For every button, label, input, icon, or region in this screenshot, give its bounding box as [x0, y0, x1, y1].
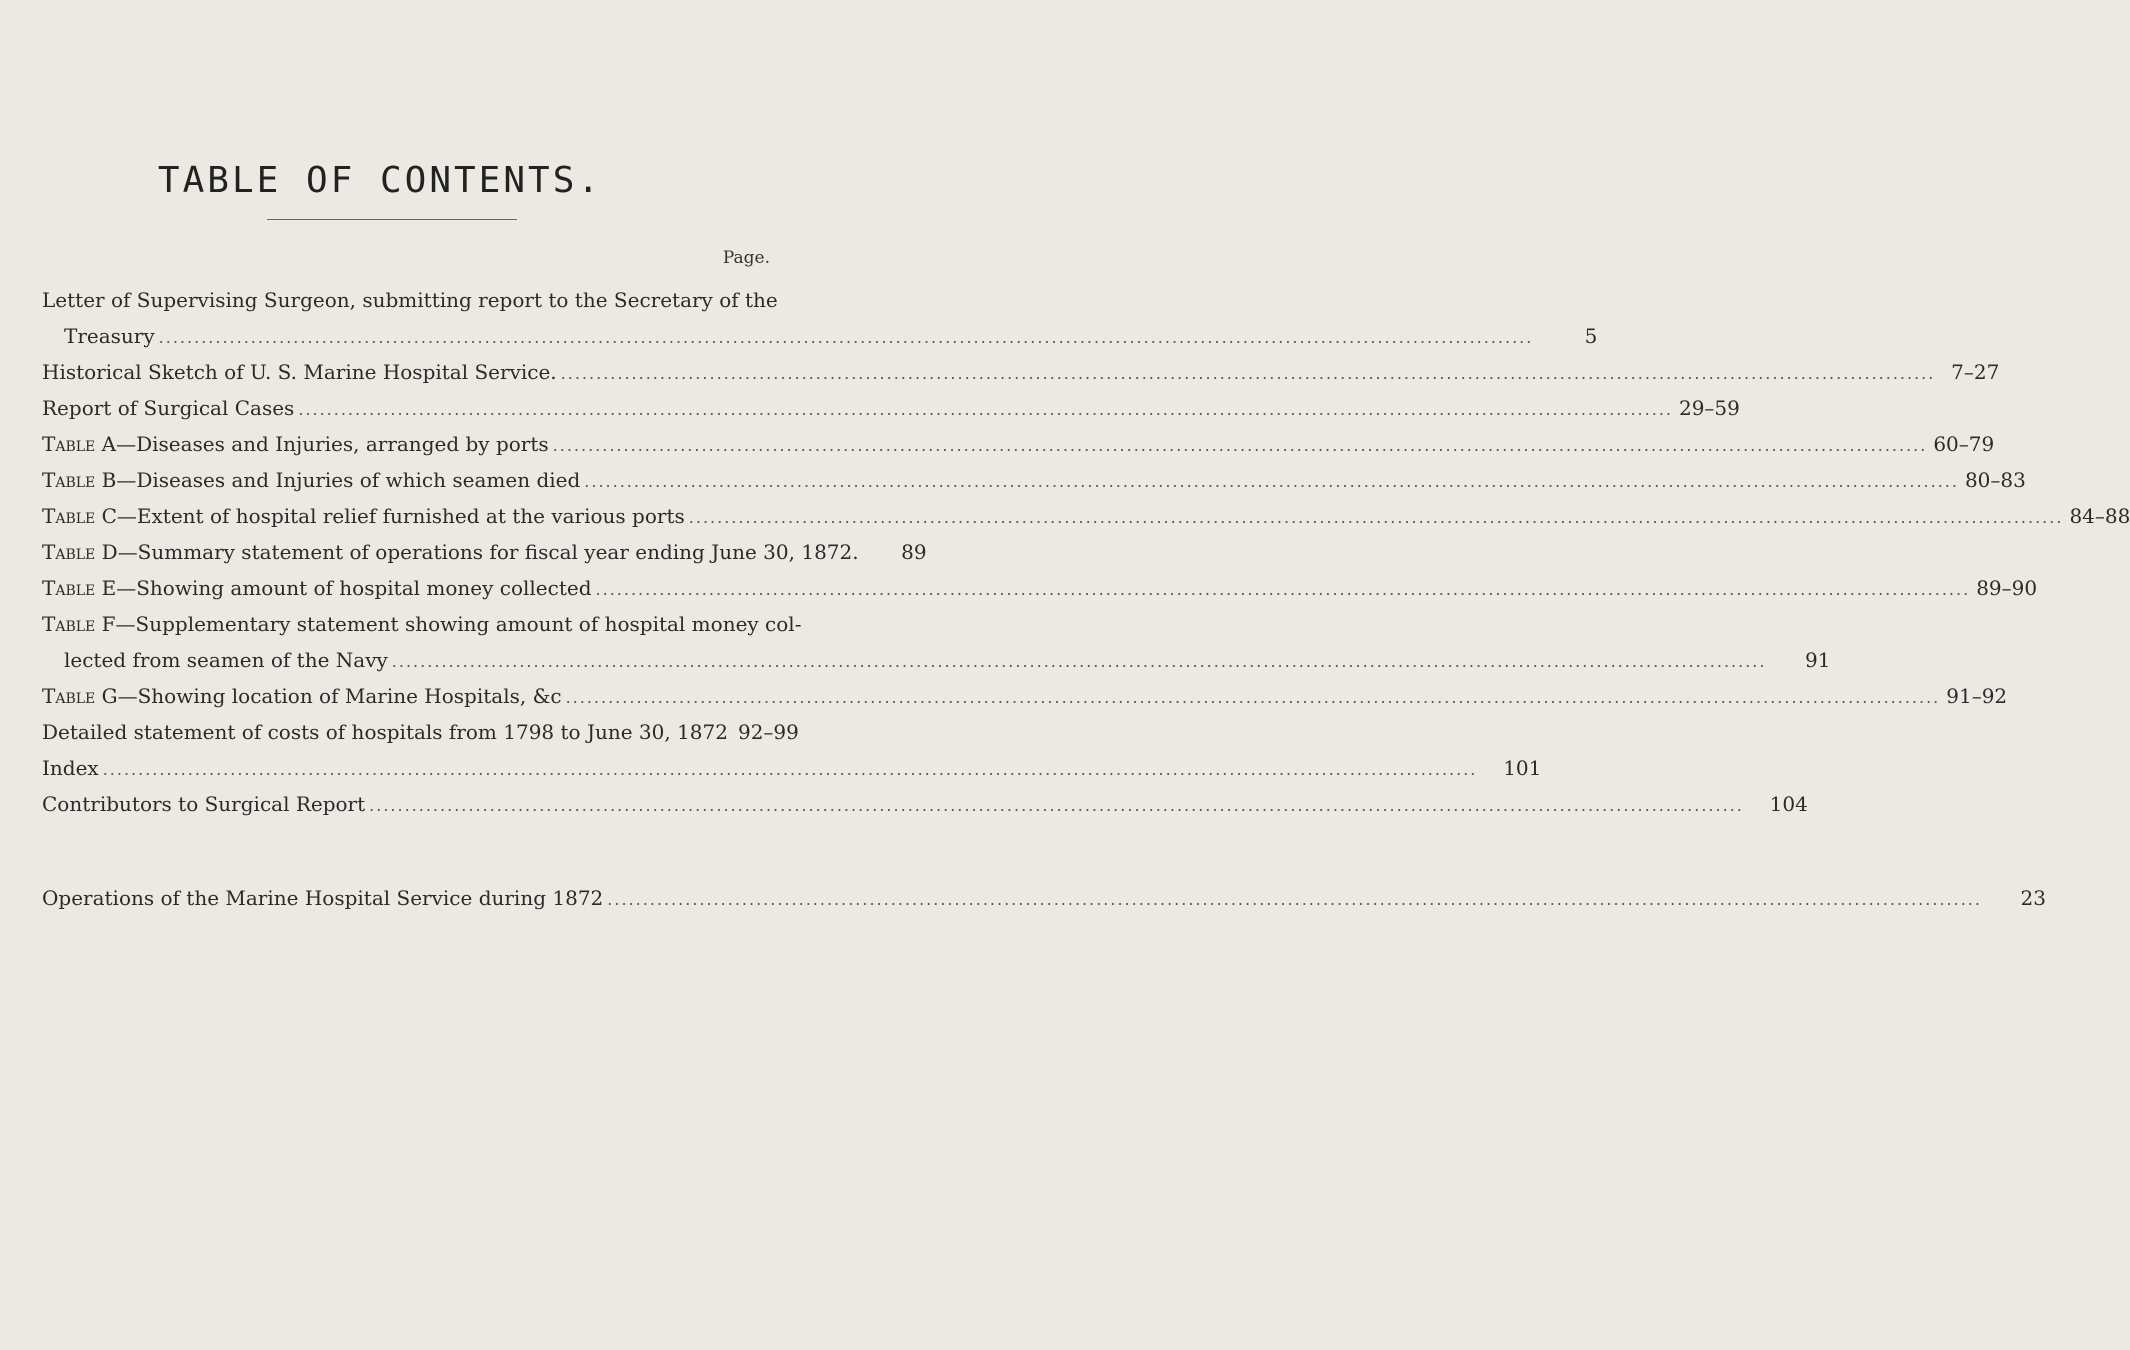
leader-dots — [596, 572, 1971, 608]
toc-page-number: 89 — [901, 540, 927, 564]
leader-dots — [553, 428, 1928, 464]
table-prefix: Table — [42, 504, 96, 528]
toc-page-number: 92–99 — [737, 720, 799, 744]
leader-dots — [103, 752, 1478, 788]
leader-dots — [607, 882, 1982, 918]
toc-entry-text: A—Diseases and Injuries, arranged by ports — [95, 432, 549, 456]
toc-entry-table-f — [42, 606, 1831, 678]
toc-entry-table-g — [42, 678, 2008, 714]
toc-entry-operations — [42, 880, 2046, 916]
toc-entry-text: C—Extent of hospital relief furnished at the various ports — [95, 504, 685, 528]
toc-entry-table-b — [42, 462, 2026, 498]
toc-page-number: 23 — [2020, 886, 2046, 910]
toc-page-number: 60–79 — [1933, 432, 1995, 456]
toc-page-number: 101 — [1503, 756, 1542, 780]
toc-entry-text: B—Diseases and Injuries of which seamen died — [95, 468, 581, 492]
toc-list — [42, 282, 2130, 916]
leader-dots — [392, 644, 1767, 680]
toc-page-number: 84–88 — [2069, 504, 2130, 528]
toc-entry-detailed-statement — [42, 714, 799, 750]
leader-dots — [298, 392, 1673, 428]
leader-dots — [566, 680, 1941, 716]
table-prefix: Table — [42, 432, 96, 456]
page-column-heading: Page. — [722, 248, 770, 268]
toc-entry-text: Contributors to Surgical Report — [42, 792, 366, 816]
leader-dots — [369, 788, 1744, 824]
toc-entry-text: Treasury — [64, 324, 155, 348]
leader-dots — [689, 500, 2064, 536]
toc-page-number: 7–27 — [1951, 360, 2000, 384]
table-prefix: Table — [42, 540, 96, 564]
toc-entry-text: lected from seamen of the Navy — [64, 648, 388, 672]
toc-entry-table-a — [42, 426, 1995, 462]
toc-page-number: 104 — [1769, 792, 1808, 816]
table-prefix: Table — [42, 612, 96, 636]
toc-entry-text: G—Showing location of Marine Hospitals, &c — [95, 684, 562, 708]
leader-dots — [561, 356, 1936, 392]
toc-entry-surgical-cases — [42, 390, 1740, 426]
toc-entry-contributors — [42, 786, 1808, 822]
table-prefix: Table — [42, 468, 96, 492]
toc-entry-text-line1: F—Supplementary statement showing amount of hospital money col- — [95, 612, 802, 636]
leader-dots — [584, 464, 1959, 500]
toc-entry-text: Index — [42, 756, 99, 780]
toc-page-number: 91–92 — [1946, 684, 2008, 708]
toc-entry-text: Operations of the Marine Hospital Service during 1872 — [42, 886, 604, 910]
toc-entry-text-line1: Letter of Supervising Surgeon, submitting report to the Secretary of the — [42, 288, 778, 312]
toc-entry-table-c — [42, 498, 2130, 534]
toc-page-number: 5 — [1584, 324, 1598, 348]
toc-entry-text: E—Showing amount of hospital money collected — [95, 576, 592, 600]
table-prefix: Table — [42, 684, 96, 708]
toc-entry-text: Detailed statement of costs of hospitals from 1798 to June 30, 1872 — [42, 720, 728, 744]
toc-page-number: 89–90 — [1976, 576, 2038, 600]
toc-page-number: 29–59 — [1678, 396, 1740, 420]
toc-entry-table-d — [42, 534, 927, 570]
toc-page-number: 80–83 — [1964, 468, 2026, 492]
toc-entry-text: D—Summary statement of operations for fiscal year ending June 30, 1872. — [95, 540, 859, 564]
page-title: TABLE OF CONTENTS. — [157, 160, 603, 201]
toc-entry-historical-sketch — [42, 354, 2000, 390]
toc-page-number: 91 — [1805, 648, 1831, 672]
leader-dots — [159, 320, 1534, 356]
toc-entry-table-e — [42, 570, 2038, 606]
toc-entry-index — [42, 750, 1542, 786]
title-rule — [267, 219, 517, 220]
toc-entry-text: Report of Surgical Cases — [42, 396, 295, 420]
toc-entry-letter — [42, 282, 1598, 354]
toc-entry-text: Historical Sketch of U. S. Marine Hospital Service. — [42, 360, 557, 384]
table-prefix: Table — [42, 576, 96, 600]
